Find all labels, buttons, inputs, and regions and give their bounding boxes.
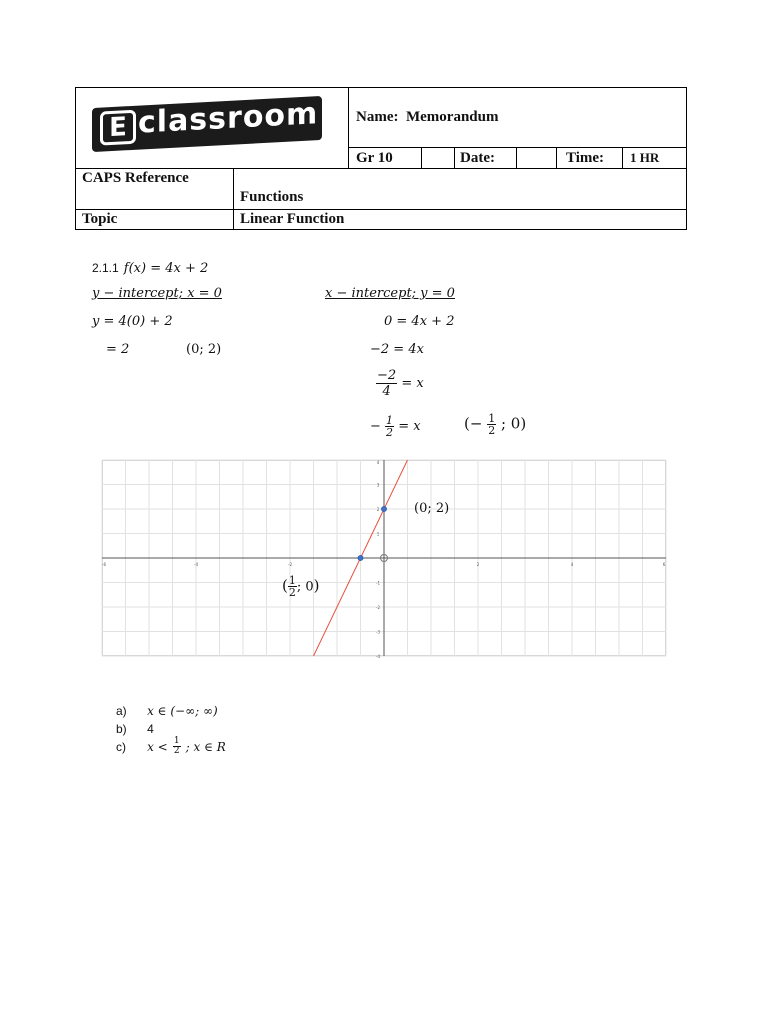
- header-divider: [622, 147, 623, 169]
- x-intercept-heading: x − intercept; y = 0: [325, 286, 455, 301]
- y-tick-label: 1: [376, 531, 380, 537]
- y-step-2: = 2: [106, 342, 130, 357]
- answer-numerator: 1: [173, 736, 180, 746]
- y-step-1: y = 4(0) + 2: [92, 314, 173, 329]
- answer-text: x ∈ (−∞; ∞): [147, 704, 218, 718]
- topic-value: Linear Function: [240, 211, 345, 227]
- name-field: [356, 109, 498, 126]
- x-step-3-rhs: = x: [401, 376, 424, 391]
- point-label-x-intercept: ( $\frac{1}{2}$ ; 0): [282, 574, 320, 599]
- y-tick-label: -1: [376, 580, 380, 586]
- answer-label: a): [116, 704, 127, 718]
- x-point-open: (−: [464, 414, 483, 433]
- x-tick-label: 2: [476, 562, 480, 567]
- logo-letter: E: [100, 110, 136, 146]
- name-value: Memorandum: [405, 109, 499, 125]
- y-intercept-point: (0; 2): [186, 342, 222, 357]
- x-tick-label: 6: [662, 562, 666, 567]
- x-step-4-rhs: = x: [398, 419, 421, 434]
- x-tick-label: 4: [570, 562, 574, 567]
- x-step-2: −2 = 4x: [370, 342, 424, 357]
- header-divider: [233, 168, 234, 230]
- point-label-rest: ; 0: [296, 579, 314, 595]
- header-divider: [348, 87, 349, 169]
- point-label-y-intercept: (0; 2): [414, 501, 450, 516]
- header-divider: [516, 147, 517, 169]
- x-point-close: ; 0): [500, 414, 527, 433]
- x-tick-label: -2: [288, 562, 292, 567]
- caps-label: CAPS Reference: [82, 170, 189, 186]
- answer-label: c): [116, 740, 126, 754]
- x-step-3-denominator: 4: [382, 384, 391, 399]
- answer-denominator: 2: [173, 746, 180, 756]
- y-tick-label: -4: [376, 654, 380, 659]
- y-intercept-heading: y − intercept; x = 0: [92, 286, 222, 301]
- intercept-point: [358, 555, 363, 560]
- x-step-1: 0 = 4x + 2: [384, 314, 455, 329]
- question-line: [92, 257, 208, 276]
- date-label: Date:: [460, 150, 495, 166]
- header-divider: [556, 147, 557, 169]
- header-divider: [421, 147, 422, 169]
- answer-text: 4: [147, 722, 154, 736]
- function-graph: [102, 460, 666, 659]
- x-tick-label: -4: [194, 562, 198, 567]
- x-intercept-point: [464, 413, 526, 436]
- answer-a: [116, 700, 218, 719]
- answer-suffix: ; x ∈ R: [185, 740, 226, 754]
- point-label-numerator: 1: [288, 574, 296, 587]
- header-divider: [454, 147, 455, 169]
- x-point-numerator: 1: [488, 412, 496, 425]
- grade-label: Gr 10: [356, 150, 393, 166]
- answer-c: [116, 736, 226, 756]
- x-tick-label: -6: [102, 562, 106, 567]
- point-label-denominator: 2: [288, 586, 296, 599]
- x-step-3: [376, 368, 424, 399]
- header-divider: [348, 147, 687, 148]
- x-step-4-sign: −: [370, 419, 381, 434]
- logo-text: classroom: [138, 96, 319, 141]
- topic-label: Topic: [82, 211, 118, 227]
- time-label: Time:: [566, 150, 605, 166]
- name-label: Name:: [356, 109, 399, 125]
- header-divider: [75, 168, 687, 169]
- answer-prefix: x <: [147, 740, 168, 754]
- time-value: 1 HR: [630, 150, 660, 165]
- x-step-4-denominator: 2: [386, 426, 394, 439]
- function-definition: f(x) = 4x + 2: [123, 261, 209, 276]
- x-step-4-numerator: 1: [386, 414, 394, 427]
- answer-label: b): [116, 722, 127, 736]
- y-tick-label: 3: [376, 482, 380, 488]
- header-divider: [75, 209, 687, 210]
- answer-b: [116, 718, 154, 737]
- y-tick-label: 4: [376, 460, 380, 465]
- x-step-3-numerator: −2: [377, 368, 397, 383]
- question-number: 2.1.1: [92, 261, 119, 275]
- y-tick-label: 2: [376, 507, 380, 512]
- x-point-denominator: 2: [488, 424, 496, 437]
- graph-axes: [102, 460, 666, 656]
- y-tick-label: -3: [376, 629, 380, 635]
- x-step-4: [370, 415, 421, 438]
- y-tick-label: -2: [376, 605, 380, 610]
- intercept-point: [381, 506, 386, 511]
- caps-value: Functions: [240, 189, 304, 205]
